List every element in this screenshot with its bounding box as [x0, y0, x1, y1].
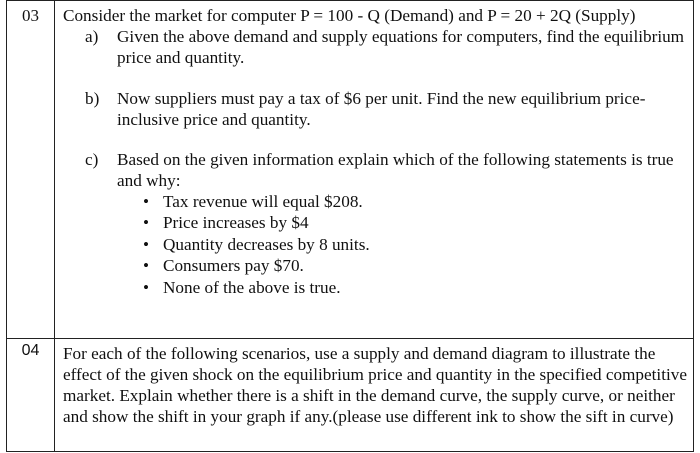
- bullet-icon: •: [143, 192, 150, 211]
- option-item: [143, 212, 687, 233]
- part-b-letter: b): [85, 89, 100, 108]
- part-a-text: Given the above demand and supply equations for computers, find the equilibrium price and quantity.: [117, 27, 685, 67]
- part-a: [85, 26, 687, 68]
- question-row-04: [7, 339, 694, 452]
- part-c: [85, 149, 687, 191]
- option-text: None of the above is true.: [163, 277, 341, 297]
- question-body-03: [55, 1, 694, 339]
- part-c-letter: c): [85, 150, 99, 169]
- question-number-03: 03: [7, 1, 55, 339]
- option-text: Consumers pay $70.: [163, 256, 304, 276]
- part-b: [85, 88, 687, 130]
- part-a-letter: a): [85, 27, 99, 46]
- option-text: Price increases by $4: [163, 213, 309, 233]
- part-c-text: Based on the given information explain which of the following statements is true and why:: [117, 150, 674, 190]
- part-b-text: Now suppliers must pay a tax of $6 per unit. Find the new equilibrium price-inclusive price and quantity.: [117, 89, 646, 129]
- option-item: [143, 277, 687, 298]
- question-row-03: [7, 1, 694, 339]
- question-table: [6, 0, 694, 452]
- bullet-icon: •: [143, 213, 150, 233]
- question-number-04: 04: [7, 339, 55, 452]
- question-body-04: For each of the following scenarios, use a supply and demand diagram to illustrate the effect of the given shock on the equilibrium price and quantity in the specified competitive market. Explain whether there is a shift in the demand curve, the supply curve, or neither and show the shift in your graph if any.(please use different ink to show the sift in curve): [55, 339, 694, 452]
- option-item: [143, 191, 687, 212]
- bullet-icon: •: [143, 277, 150, 297]
- option-item: [143, 255, 687, 276]
- part-c-options: [63, 191, 687, 298]
- option-item: [143, 234, 687, 255]
- option-text: Quantity decreases by 8 units.: [163, 234, 370, 254]
- question-stem-03: Consider the market for computer P = 100 - Q (Demand) and P = 20 + 2Q (Supply): [63, 6, 636, 25]
- bullet-icon: •: [143, 234, 150, 254]
- option-text: Tax revenue will equal $208.: [163, 192, 363, 211]
- bullet-icon: •: [143, 256, 150, 276]
